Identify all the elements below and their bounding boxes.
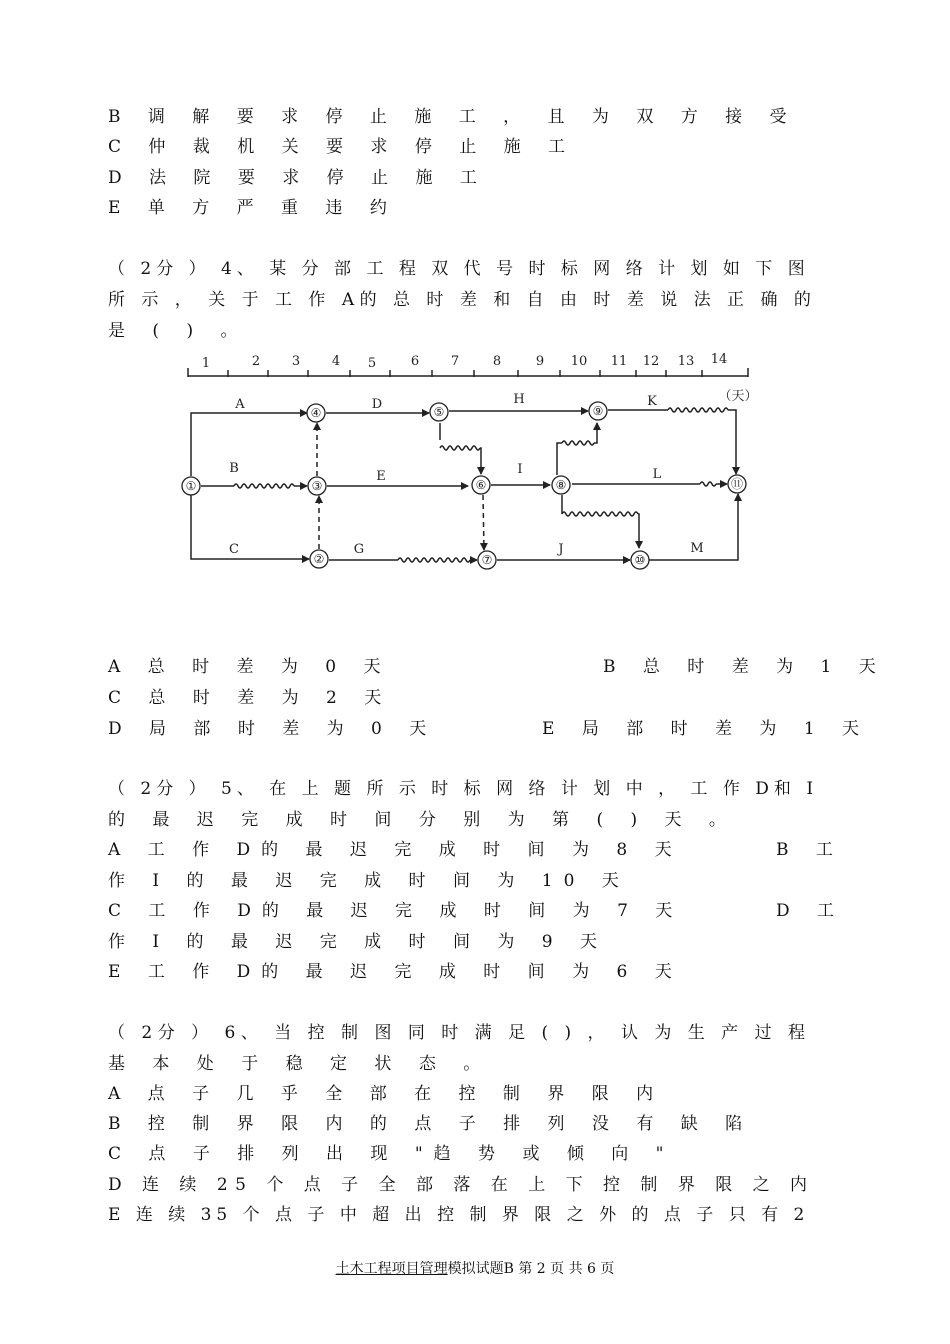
- footer-page-info: 模拟试题B 第 2 页 共 6 页: [447, 1261, 615, 1277]
- label-i: I: [517, 462, 523, 477]
- label-b: B: [229, 461, 239, 476]
- q5-stem-line1: （ 2分 ） 5、 在 上 题 所 示 时 标 网 络 计 划 中 ， 工 作 D和 I: [108, 779, 819, 799]
- q3-option-c: C 仲 裁 机 关 要 求 停 止 施 工: [108, 137, 577, 157]
- scale-tick-7: 7: [450, 354, 460, 369]
- label-a: A: [235, 397, 245, 412]
- label-c: C: [229, 542, 239, 557]
- node-8: ⑧: [555, 478, 567, 492]
- node-7: ⑦: [481, 553, 493, 567]
- q6-option-c: C 点 子 排 列 出 现 "趋 势 或 倾 向 ": [108, 1144, 675, 1164]
- q4-stem-line2: 所 示 ， 关 于 工 作 A的 总 时 差 和 自 由 时 差 说 法 正 确 的: [108, 290, 817, 310]
- q4-option-c: C 总 时 差 为 2 天: [108, 688, 393, 708]
- q5-option-d-tail: 作 I 的 最 迟 完 成 时 间 为 9 天: [108, 932, 608, 952]
- label-d: D: [371, 397, 383, 412]
- activity-k-wave: [668, 408, 728, 412]
- q5-stem-line2: 的 最 迟 完 成 时 间 分 别 为 第 ( ) 天 。: [108, 810, 737, 830]
- q6-option-d: D 连 续 25 个 点 子 全 部 落 在 上 下 控 制 界 限 之 内: [108, 1175, 815, 1195]
- q6-option-e: E 连 续 35 个 点 子 中 超 出 控 制 界 限 之 外 的 点 子 只 有 2: [108, 1205, 810, 1225]
- q5-option-d-head: D 工: [776, 901, 846, 921]
- activity-g-wave: [398, 558, 470, 562]
- scale-tick-1: 1: [201, 356, 211, 371]
- node-11: ⑪: [730, 477, 744, 491]
- node-10: ⑩: [634, 553, 646, 567]
- label-k: K: [647, 394, 657, 409]
- q4-option-d: D 局 部 时 差 为 0 天: [108, 719, 438, 739]
- time-scale: [188, 368, 748, 377]
- q4-option-b: B 总 时 差 为 1 天: [603, 657, 887, 677]
- q5-option-b-head: B 工: [776, 840, 844, 860]
- q4-stem-line1: （ 2分 ） 4、 某 分 部 工 程 双 代 号 时 标 网 络 计 划 如 下 图: [108, 259, 810, 279]
- scale-tick-5: 5: [367, 356, 377, 371]
- q4-option-a: A 总 时 差 为 0 天: [108, 657, 392, 677]
- q3-option-b: B 调 解 要 求 停 止 施 工 ， 且 为 双 方 接 受: [108, 107, 798, 127]
- scale-tick-12: 12: [642, 354, 660, 369]
- label-l: L: [652, 467, 662, 482]
- footer-course-name: 土木工程项目管理: [335, 1261, 448, 1277]
- network-diagram: [180, 345, 760, 580]
- scale-tick-9: 9: [535, 354, 545, 369]
- page-footer: [0, 1258, 950, 1278]
- node-3: ③: [311, 479, 323, 493]
- node-2: ②: [313, 552, 325, 566]
- q4-stem-line3: 是 ( ) 。: [108, 321, 249, 341]
- node-6: ⑥: [475, 478, 487, 492]
- node-9: ⑨: [592, 404, 604, 418]
- node-4: ④: [310, 406, 322, 420]
- activity-b-wave: [234, 484, 294, 488]
- scale-tick-10: 10: [570, 354, 588, 369]
- q6-option-b: B 控 制 界 限 内 的 点 子 排 列 没 有 缺 陷: [108, 1114, 754, 1134]
- scale-tick-13: 13: [677, 354, 695, 369]
- q6-option-a: A 点 子 几 乎 全 部 在 控 制 界 限 内: [108, 1084, 665, 1104]
- scale-tick-8: 8: [492, 354, 502, 369]
- q3-option-d: D 法 院 要 求 停 止 施 工: [108, 168, 488, 188]
- scale-tick-6: 6: [410, 354, 420, 369]
- q5-option-c: C 工 作 D的 最 迟 完 成 时 间 为 7 天: [108, 901, 684, 921]
- label-e: E: [376, 469, 386, 484]
- scale-tick-4: 4: [331, 354, 341, 369]
- q6-stem-line1: （ 2分 ） 6、 当 控 制 图 同 时 满 足 ( ) ， 认 为 生 产 过 程: [108, 1023, 811, 1043]
- q5-option-b-tail: 作 I 的 最 迟 完 成 时 间 为 10 天: [108, 871, 630, 891]
- activity-a-arrow: [191, 413, 307, 476]
- q3-option-e: E 单 方 严 重 违 约: [108, 198, 398, 218]
- q4-option-e: E 局 部 时 差 为 1 天: [542, 719, 871, 739]
- unit-label: （天）: [718, 389, 758, 404]
- q5-option-e: E 工 作 D的 最 迟 完 成 时 间 为 6 天: [108, 962, 683, 982]
- activity-c-arrow: [191, 494, 309, 559]
- node-1: ①: [185, 479, 197, 493]
- q6-stem-line2: 基 本 处 于 稳 定 状 态 。: [108, 1054, 492, 1074]
- q5-option-a: A 工 作 D的 最 迟 完 成 时 间 为 8 天: [108, 840, 683, 860]
- scale-tick-14: 14: [710, 352, 728, 367]
- scale-tick-3: 3: [291, 354, 301, 369]
- scale-tick-11: 11: [610, 354, 628, 369]
- label-m: M: [690, 541, 704, 556]
- scale-tick-2: 2: [251, 354, 261, 369]
- dummy-6-to-7: [483, 495, 484, 550]
- label-j: J: [558, 542, 564, 557]
- label-g: G: [353, 542, 365, 557]
- node-5: ⑤: [433, 405, 445, 419]
- label-h: H: [513, 392, 525, 407]
